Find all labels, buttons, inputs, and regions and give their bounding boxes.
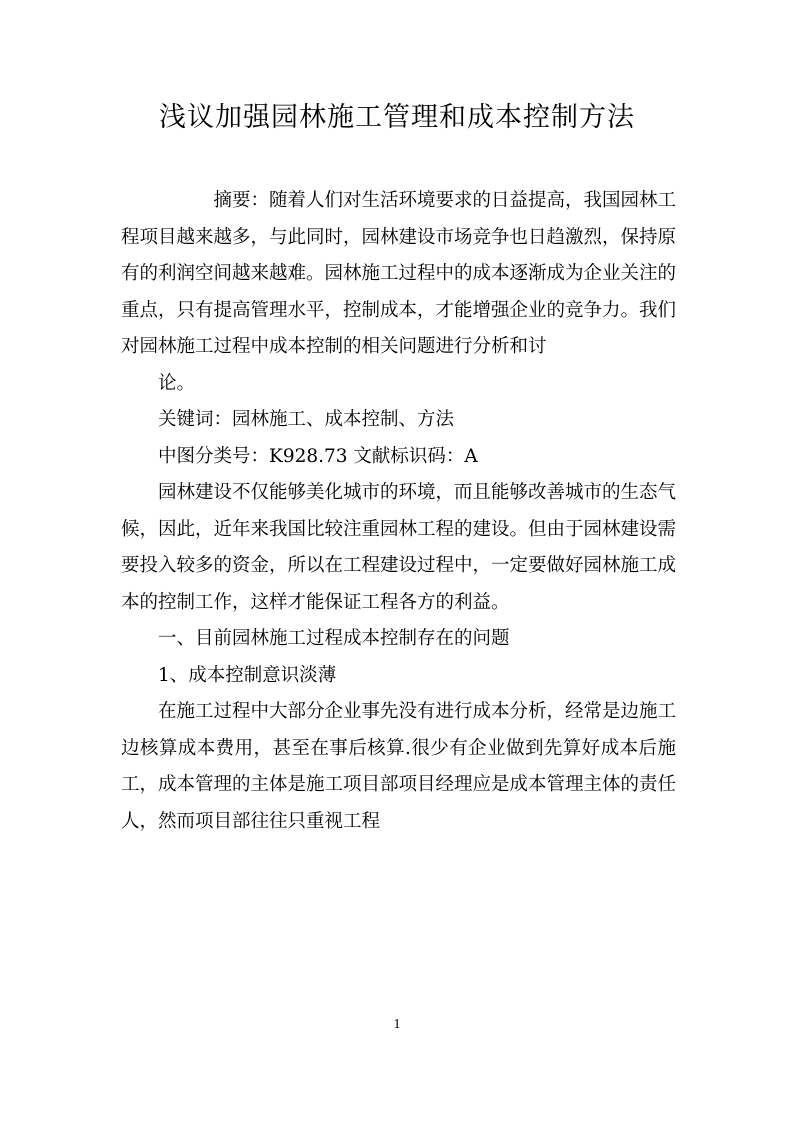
intro-paragraph: 园林建设不仅能够美化城市的环境，而且能够改善城市的生态气候，因此，近年来我国比较注重园林工程的建设。但由于园林建设需要投入较多的资金，所以在工程建设过程中，一定要做好园林施工成本的控制工作，这样才能保证工程各方的利益。 — [121, 482, 677, 613]
keywords-line: 关键词：园林施工、成本控制、方法 — [158, 409, 455, 430]
classification-line: 中图分类号：K928.73 文献标识码：A — [158, 445, 478, 467]
document-title: 浅议加强园林施工管理和成本控制方法 — [159, 102, 635, 133]
section-body-paragraph: 在施工过程中大部分企业事先没有进行成本分析，经常是边施工边核算成本费用，甚至在事后核算.很少有企业做到先算好成本后施工，成本管理的主体是施工项目部项目经理应是成本管理主体的责任人，然而项目部往往只重视工程 — [121, 701, 677, 832]
page-number: 1 — [393, 1017, 401, 1032]
section-heading: 一、目前园林施工过程成本控制存在的问题 — [158, 628, 510, 649]
abstract-paragraph: 摘要：随着人们对生活环境要求的日益提高，我国园林工程项目越来越多，与此同时，园林建设市场竞争也日趋激烈，保持原有的利润空间越来越难。园林施工过程中的成本逐渐成为企业关注的重点，只有提高管理水平，控制成本，才能增强企业的竞争力。我们对园林施工过程中成本控制的相关问题进行分析和讨 — [121, 190, 677, 357]
document-body — [121, 183, 676, 840]
abstract-tail: 论。 — [158, 372, 196, 394]
subsection-heading: 1、成本控制意识淡薄 — [158, 664, 337, 686]
